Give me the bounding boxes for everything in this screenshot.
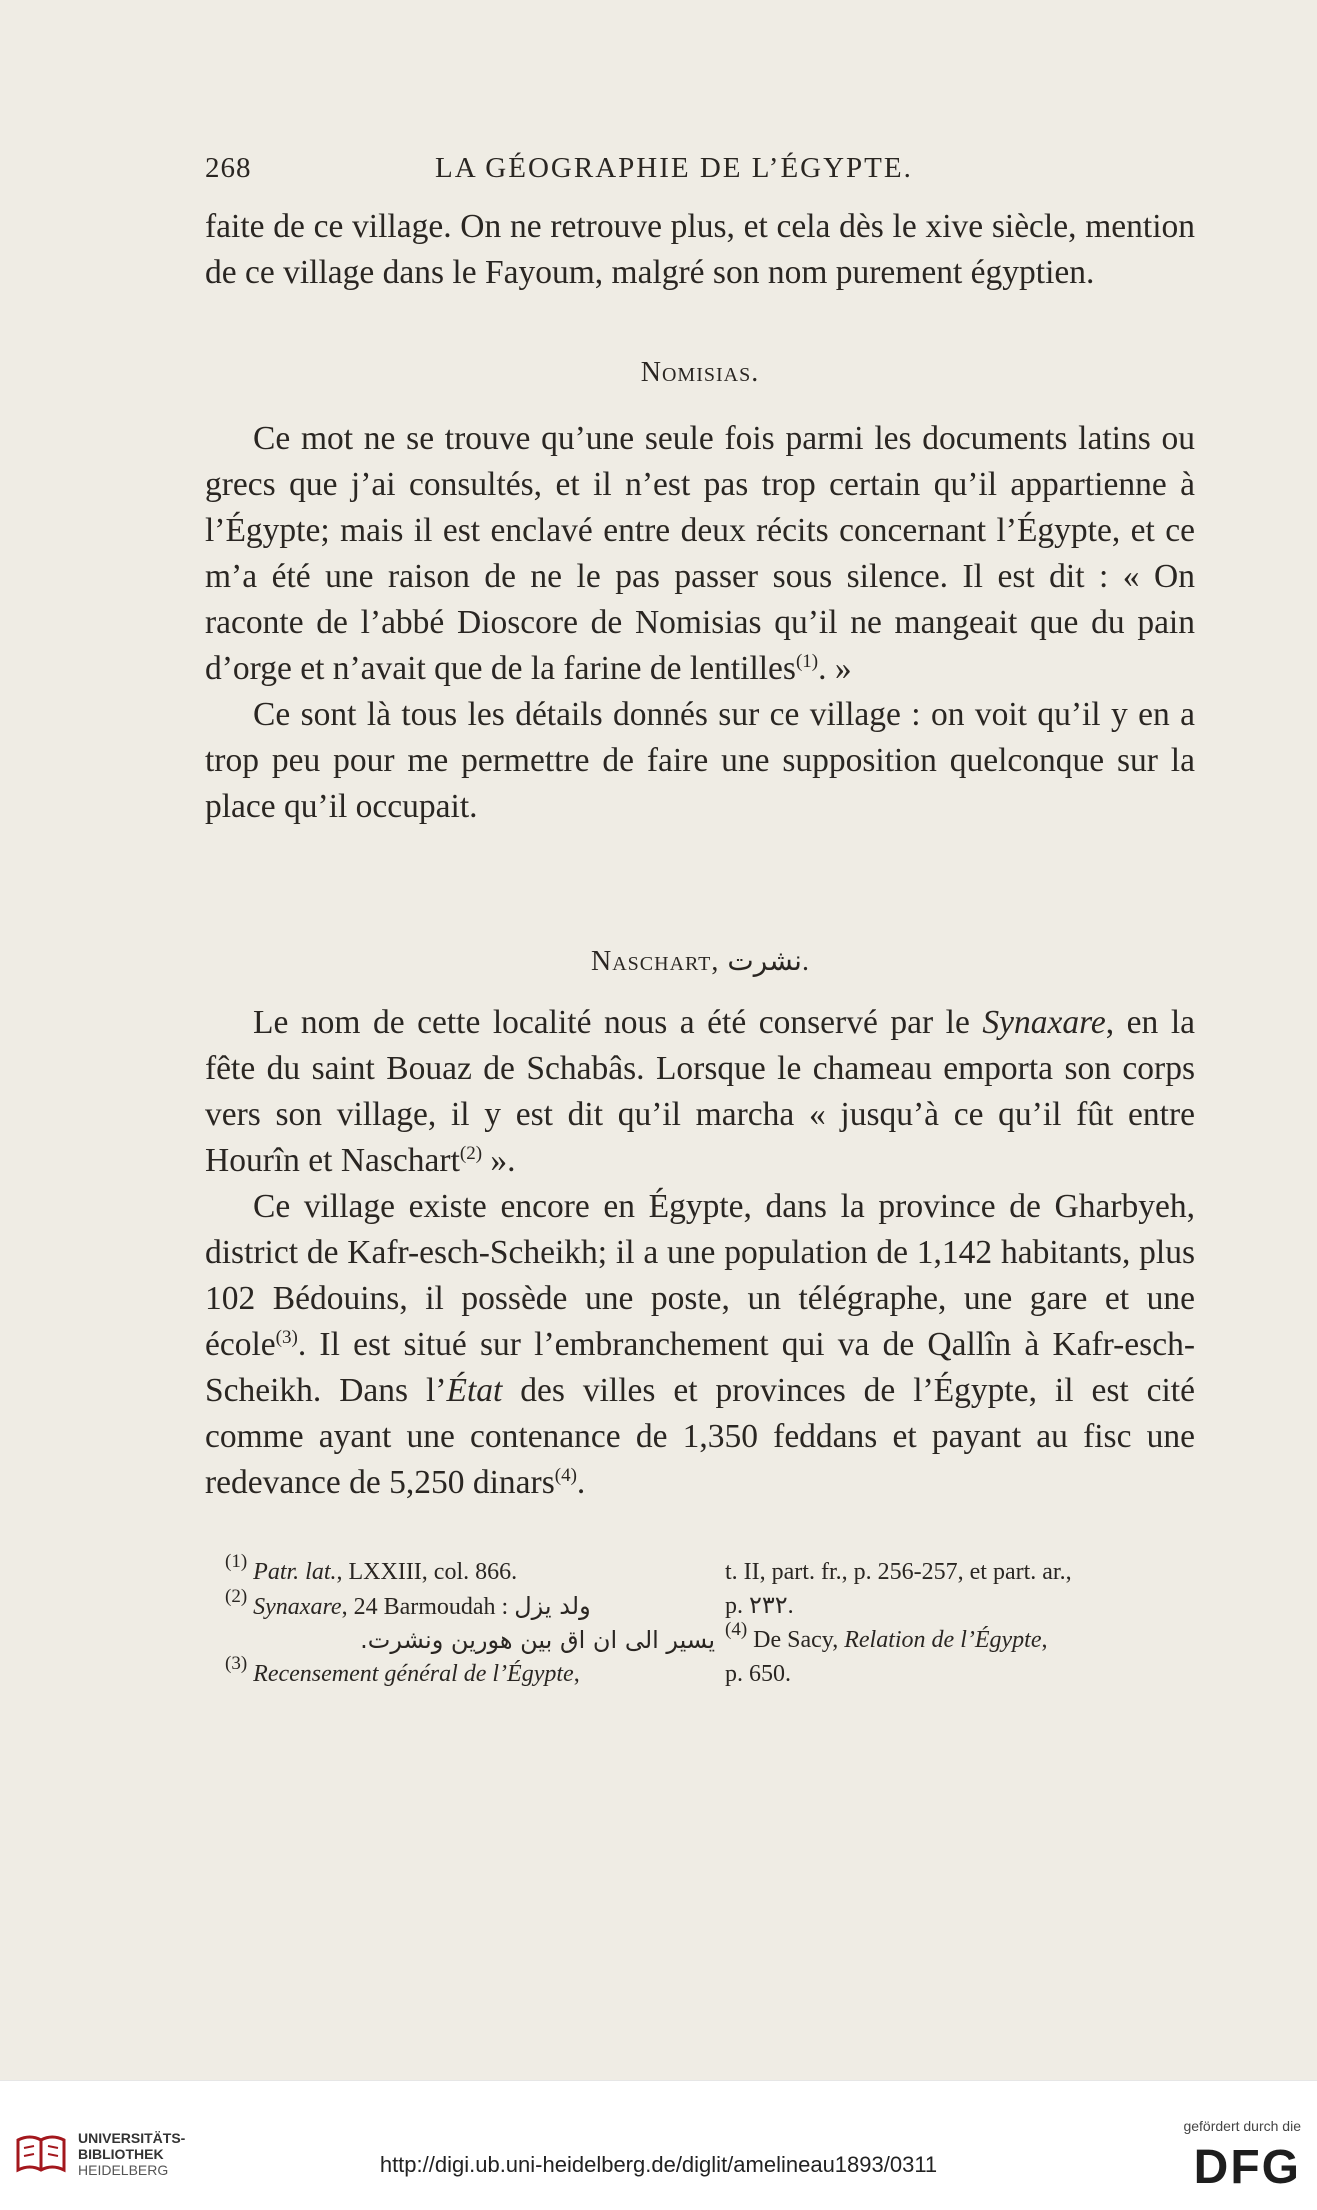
paragraph-text: des villes et provinces de l’Égypte, il est cité comme ayant une contenance de 1,350 feddans et payant au fisc une redevance de 5,250 dinars [205, 1372, 1195, 1501]
footnote-arabic: ولد يزل [514, 1592, 591, 1620]
footnote-3 [225, 1653, 715, 1691]
section-heading-naschart [205, 944, 1195, 978]
paragraph-text: Le nom de cette localité nous a été conservé par le [253, 1004, 983, 1041]
heading-text: Naschart, [591, 946, 720, 977]
paragraph-text: Ce village existe encore en Égypte, dans la province de Gharbyeh, district de Kafr-esch-Scheikh; il a une population de 1,142 habitants, plus 102 Bédouins, il possède une poste, un télégraphe, une gare et une école [205, 1188, 1195, 1363]
footnote-text: , LXXIII, col. 866. [336, 1559, 518, 1585]
footnote-number: (2) [225, 1586, 248, 1607]
permalink-url[interactable]: http://digi.ub.uni-heidelberg.de/diglit/amelineau1893/0311 [379, 2152, 938, 2177]
footnote-continuation [725, 1657, 1195, 1691]
library-name-line: BIBLIOTHEK [78, 2146, 164, 2162]
heading-end: . [801, 946, 809, 977]
paragraph-text: ». [482, 1142, 516, 1179]
footnote-text: , [1041, 1627, 1048, 1653]
footnote-ref: (2) [459, 1143, 483, 1164]
footnote-text: , 24 Barmoudah : [341, 1594, 509, 1620]
footnote-2-arabic-line [225, 1623, 715, 1657]
paragraph-text: . [576, 1464, 586, 1501]
footnote-text: p. ٢٣٢. [725, 1593, 794, 1619]
continuation-paragraph [205, 204, 1195, 296]
footnote-arabic: يسير الى ان اق بين هورين ونشرت. [360, 1626, 715, 1654]
page-number: 268 [205, 152, 252, 184]
footnote-number: (1) [225, 1551, 248, 1572]
footnote-1 [225, 1551, 715, 1589]
running-head [205, 152, 1195, 192]
footnote-continuation [725, 1555, 1195, 1589]
footnote-text: t. II, part. fr., p. 256-257, et part. ar., [725, 1559, 1072, 1585]
section-heading-nomisias: Nomisias. [640, 357, 760, 388]
footnote-source: Relation de l’Égypte [844, 1627, 1042, 1653]
paragraph [205, 1000, 1195, 1184]
footnote-4 [725, 1619, 1195, 1657]
footnote-text: p. 650. [725, 1661, 791, 1687]
paragraph-text: . Il est situé sur l’embranchement qui va de Qallîn à Kafr-esch-Scheikh. Dans l’ [205, 1326, 1195, 1409]
running-title: LA GÉOGRAPHIE DE L’ÉGYPTE. [435, 152, 913, 184]
footnote-ref: (3) [275, 1327, 298, 1348]
library-name-line: UNIVERSITÄTS- [78, 2130, 186, 2146]
footnote-number: (3) [225, 1653, 248, 1674]
paragraph [205, 1184, 1195, 1506]
footnote-ref: (4) [554, 1465, 577, 1486]
library-name-line: HEIDELBERG [78, 2162, 169, 2178]
footnote-ref: (1) [795, 651, 819, 672]
dfg-logo: DFG [1193, 2141, 1301, 2194]
footnote-number: (4) [725, 1619, 748, 1640]
paragraph-text: . » [818, 650, 852, 687]
heading-arabic: نشرت [727, 944, 802, 977]
footnote-source: Patr. lat. [253, 1559, 337, 1585]
paragraph [205, 416, 1195, 692]
section-naschart [205, 1000, 1195, 1506]
section-nomisias [205, 416, 1195, 830]
funded-by-label: gefördert durch die [1183, 2118, 1301, 2134]
paragraph-text: , en la fête du saint Bouaz de Schabâs. Lorsque le chameau emporta son corps vers son village, il y est dit qu’il marcha « jusqu’à ce qu’il fût entre Hourîn et Naschart [205, 1004, 1195, 1179]
footnote-continuation [725, 1589, 1195, 1623]
paragraph-text: Ce mot ne se trouve qu’une seule fois parmi les documents latins ou grecs que j’ai consultés, et il n’est pas trop certain qu’il appartienne à l’Égypte; mais il est enclavé entre deux récits concernant l’Égypte, et ce m’a été une raison de ne le pas passer sous silence. Il est dit : « On raconte de l’abbé Dioscore de Nomisias qu’il ne mangeait que du pain d’orge et n’avait que de la farine de lentilles [205, 420, 1195, 687]
italic-title: Synaxare [982, 1004, 1106, 1041]
footnote-source: Synaxare [253, 1594, 342, 1620]
footnote-author: De Sacy, [753, 1627, 839, 1653]
footnote-2 [225, 1586, 715, 1624]
footnote-source: Recensement général de l’Égypte [253, 1661, 574, 1687]
paragraph-text: faite de ce village. On ne retrouve plus, et cela dès le xive siècle, mention de ce village dans le Fayoum, malgré son nom purement égyptien. [205, 208, 1195, 291]
viewer-footer [0, 2080, 1317, 2210]
footnote-text: , [573, 1661, 580, 1687]
italic-title: État [446, 1372, 503, 1409]
paragraph: Ce sont là tous les détails donnés sur ce village : on voit qu’il y en a trop peu pour me permettre de faire une supposition quelconque sur la place qu’il occupait. [205, 696, 1195, 825]
